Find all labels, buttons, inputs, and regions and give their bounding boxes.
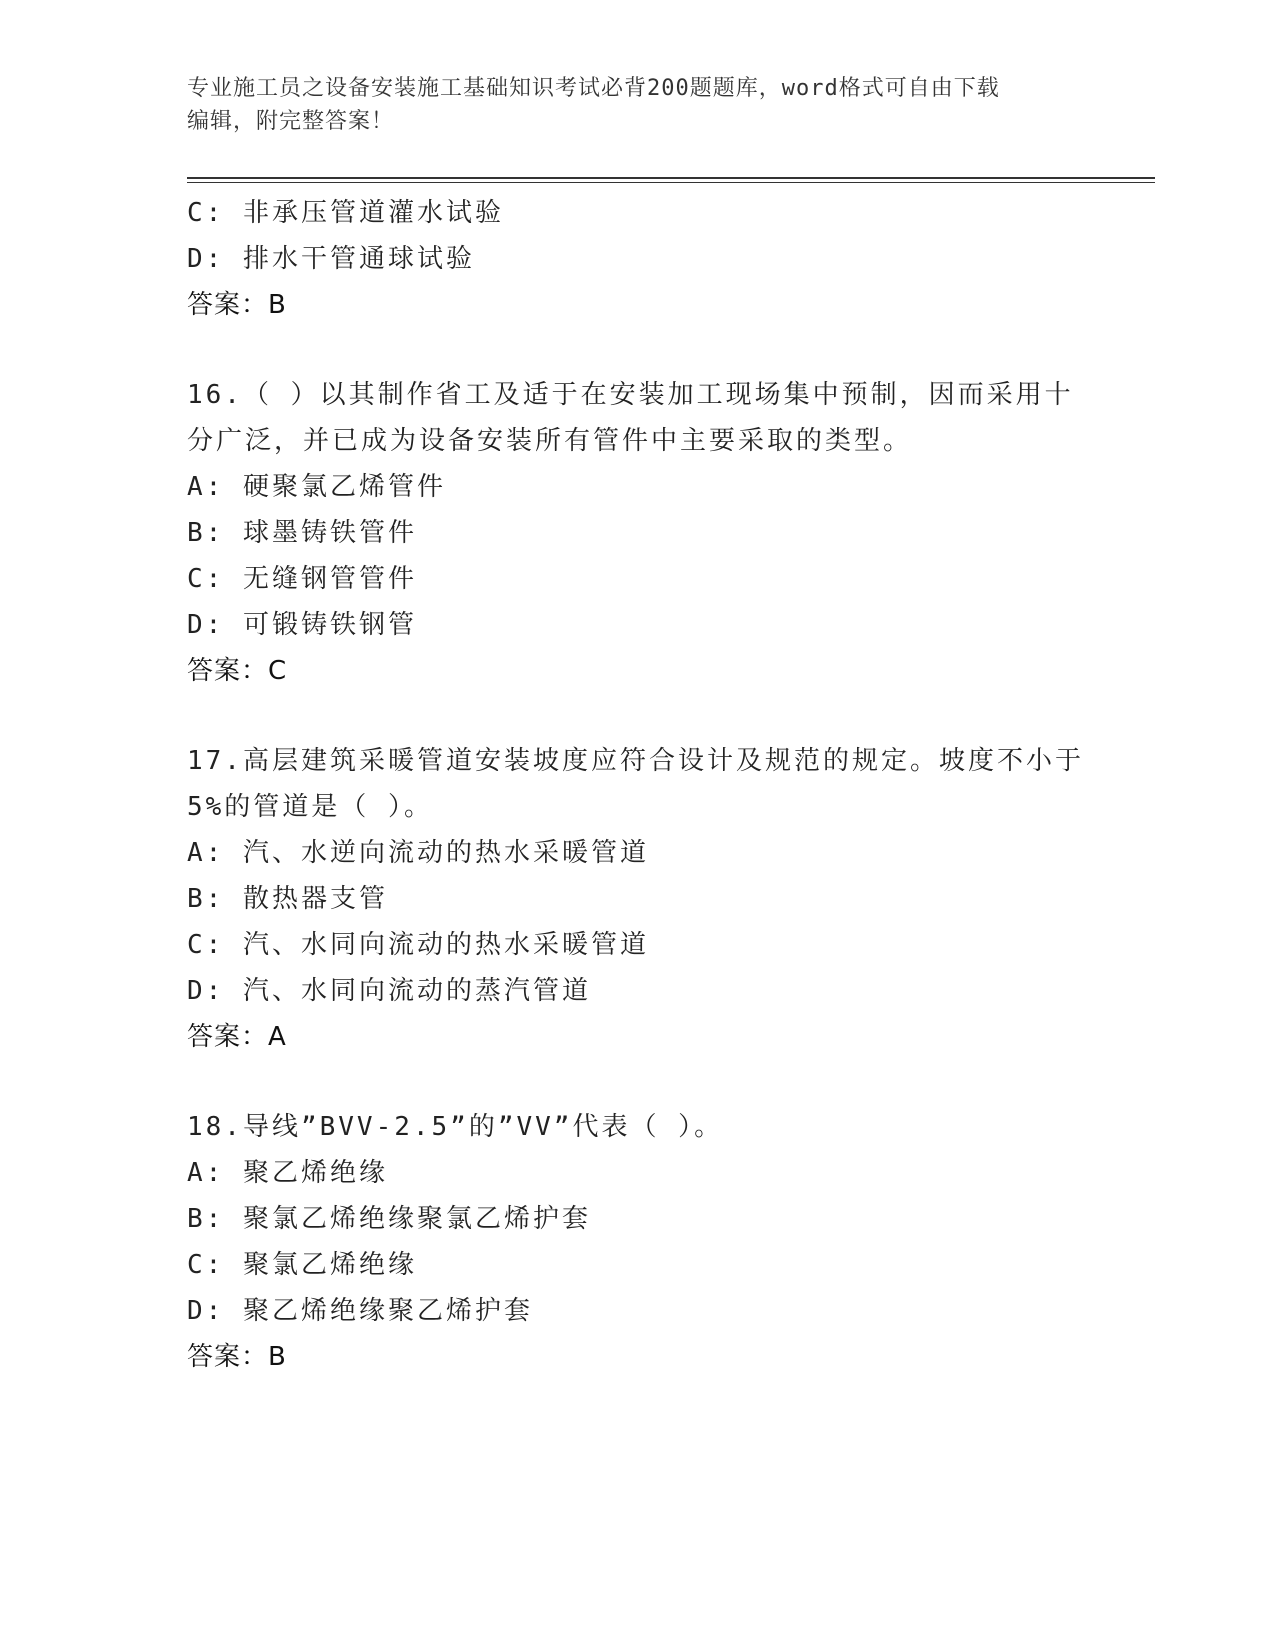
question-16 xyxy=(187,372,1087,694)
header-title-line-1: 专业施工员之设备安装施工基础知识考试必背200题题库，word格式可自由下载 xyxy=(187,76,1000,101)
question-15-continued xyxy=(187,190,1087,328)
option-b: B: 球墨铸铁管件 xyxy=(187,518,417,548)
question-stem-line-2: 分广泛，并已成为设备安装所有管件中主要采取的类型。 xyxy=(187,426,913,456)
option-b: B: 聚氯乙烯绝缘聚氯乙烯护套 xyxy=(187,1204,591,1234)
answer-line: 答案：C xyxy=(187,656,288,686)
header-divider-thin xyxy=(187,182,1155,183)
option-d: D: 排水干管通球试验 xyxy=(187,244,475,274)
question-spacer xyxy=(187,694,1087,738)
question-list xyxy=(187,190,1087,1380)
question-stem-line-1: 17.高层建筑采暖管道安装坡度应符合设计及规范的规定。坡度不小于 xyxy=(187,746,1084,776)
header-divider-thick xyxy=(187,177,1155,179)
option-a: A: 汽、水逆向流动的热水采暖管道 xyxy=(187,838,649,868)
question-spacer xyxy=(187,1060,1087,1104)
option-d: D: 汽、水同向流动的蒸汽管道 xyxy=(187,976,591,1006)
question-stem-line-1: 18.导线”BVV-2.5”的”VV”代表（ ）。 xyxy=(187,1112,724,1142)
question-18 xyxy=(187,1104,1087,1380)
option-c: C: 汽、水同向流动的热水采暖管道 xyxy=(187,930,649,960)
header-title-line-2: 编辑，附完整答案！ xyxy=(187,109,395,134)
option-d: D: 可锻铸铁钢管 xyxy=(187,610,417,640)
answer-line: 答案：A xyxy=(187,1022,287,1052)
question-stem-line-1: 16.（ ）以其制作省工及适于在安装加工现场集中预制，因而采用十 xyxy=(187,380,1074,410)
option-a: A: 聚乙烯绝缘 xyxy=(187,1158,388,1188)
option-c: C: 无缝钢管管件 xyxy=(187,564,417,594)
document-header xyxy=(187,72,1087,138)
option-c: C: 聚氯乙烯绝缘 xyxy=(187,1250,417,1280)
option-a: A: 硬聚氯乙烯管件 xyxy=(187,472,446,502)
question-17 xyxy=(187,738,1087,1060)
question-stem-line-2: 5%的管道是（ ）。 xyxy=(187,792,433,822)
option-c: C: 非承压管道灌水试验 xyxy=(187,198,504,228)
option-d: D: 聚乙烯绝缘聚乙烯护套 xyxy=(187,1296,533,1326)
answer-line: 答案：B xyxy=(187,1342,287,1372)
answer-line: 答案：B xyxy=(187,290,287,320)
option-b: B: 散热器支管 xyxy=(187,884,388,914)
question-spacer xyxy=(187,328,1087,372)
